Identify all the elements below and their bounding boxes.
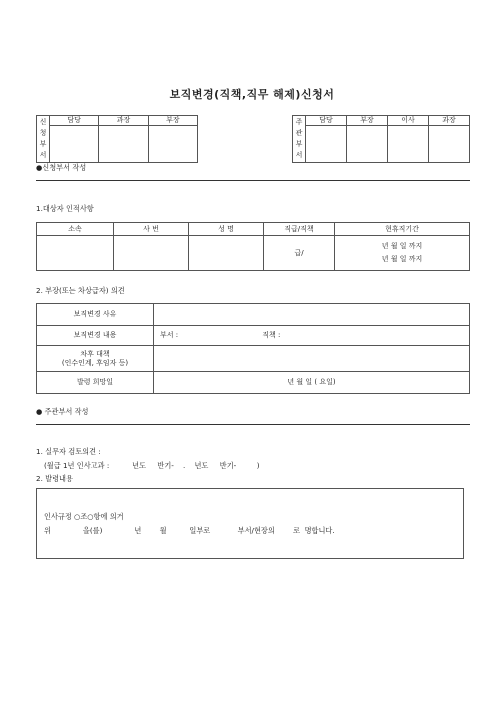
side-char: 서 [295, 151, 303, 159]
side-char: 청 [39, 129, 47, 137]
approval-box-requesting-dept [36, 115, 198, 163]
approval-header: 담당 [306, 116, 347, 126]
side-char: 부 [39, 140, 47, 148]
approval-box-managing-dept [292, 115, 470, 163]
signature-cell[interactable] [388, 126, 429, 163]
divider [36, 424, 470, 425]
approval-header: 과장 [99, 116, 148, 126]
issue-date-label: 발령 희망일 [37, 372, 154, 394]
side-label-requesting [37, 116, 50, 163]
followup-value[interactable] [154, 346, 470, 372]
side-char: 관 [295, 129, 303, 137]
approval-header: 담당 [50, 116, 99, 126]
approval-header: 이사 [388, 116, 429, 126]
side-char: 신 [39, 118, 47, 126]
signature-cell[interactable] [347, 126, 388, 163]
col-header-grade: 직급/직책 [264, 223, 335, 236]
dept-label: 부서 : [160, 331, 179, 339]
side-label-managing [293, 116, 306, 163]
approval-header: 부장 [347, 116, 388, 126]
approval-header: 과장 [429, 116, 470, 126]
issue-date-value[interactable]: 년 월 일 ( 요일) [154, 372, 470, 394]
divider [36, 180, 470, 181]
grade-cell[interactable]: 급/ [264, 236, 335, 271]
followup-label [37, 346, 154, 372]
signature-cell[interactable] [306, 126, 347, 163]
dept-cell[interactable] [37, 236, 114, 271]
review-line-1: 1. 실무자 검토의견 : [36, 447, 101, 456]
opinion-table [36, 303, 470, 394]
section-requesting-heading: ●신청부서 작성 [36, 163, 87, 172]
name-cell[interactable] [189, 236, 264, 271]
side-char: 주 [295, 118, 303, 126]
followup-label-line: 차후 대책 [80, 349, 110, 358]
signature-cell[interactable] [148, 126, 197, 163]
approval-header: 부장 [148, 116, 197, 126]
leave-period-cell[interactable] [335, 236, 470, 271]
target-heading: 1.대상자 인적사항 [36, 204, 94, 213]
signature-cell[interactable] [99, 126, 148, 163]
col-header-dept: 소속 [37, 223, 114, 236]
issuance-line-2: 위 을(를) 년 월 일부로 부서/현장의 로 명합니다. [44, 526, 335, 535]
reason-value[interactable] [154, 304, 470, 326]
followup-label-line: (인수인계, 후임자 등) [61, 358, 129, 367]
review-line-2: (월급 1년 인사고과 : 년도 반기- . 년도 반기- ) [44, 461, 260, 470]
opinion-heading: 2. 부장(또는 차상급자) 의견 [36, 286, 125, 295]
signature-cell[interactable] [50, 126, 99, 163]
section-managing-heading: ● 주관부서 작성 [36, 407, 89, 416]
emp-no-cell[interactable] [114, 236, 189, 271]
period-line: 년 월 일 까지 [381, 242, 423, 250]
position-label: 직책 : [262, 331, 281, 339]
issuance-box[interactable] [36, 488, 464, 559]
review-line-3: 2. 발령내용 [36, 474, 73, 483]
col-header-name: 성 명 [189, 223, 264, 236]
content-label: 보직변경 내용 [37, 326, 154, 346]
target-info-table [36, 222, 470, 271]
content-value[interactable] [154, 326, 470, 346]
col-header-leave-period: 현휴직기간 [335, 223, 470, 236]
form-title: 보직변경(직책,직무 해제)신청서 [169, 88, 335, 101]
signature-cell[interactable] [429, 126, 470, 163]
col-header-emp-no: 사 번 [114, 223, 189, 236]
reason-label: 보직변경 사유 [37, 304, 154, 326]
period-line: 년 월 일 까지 [381, 255, 423, 263]
side-char: 부 [295, 140, 303, 148]
side-char: 서 [39, 151, 47, 159]
issuance-line-1: 인사규정 ○조○항에 의거 [44, 512, 124, 521]
